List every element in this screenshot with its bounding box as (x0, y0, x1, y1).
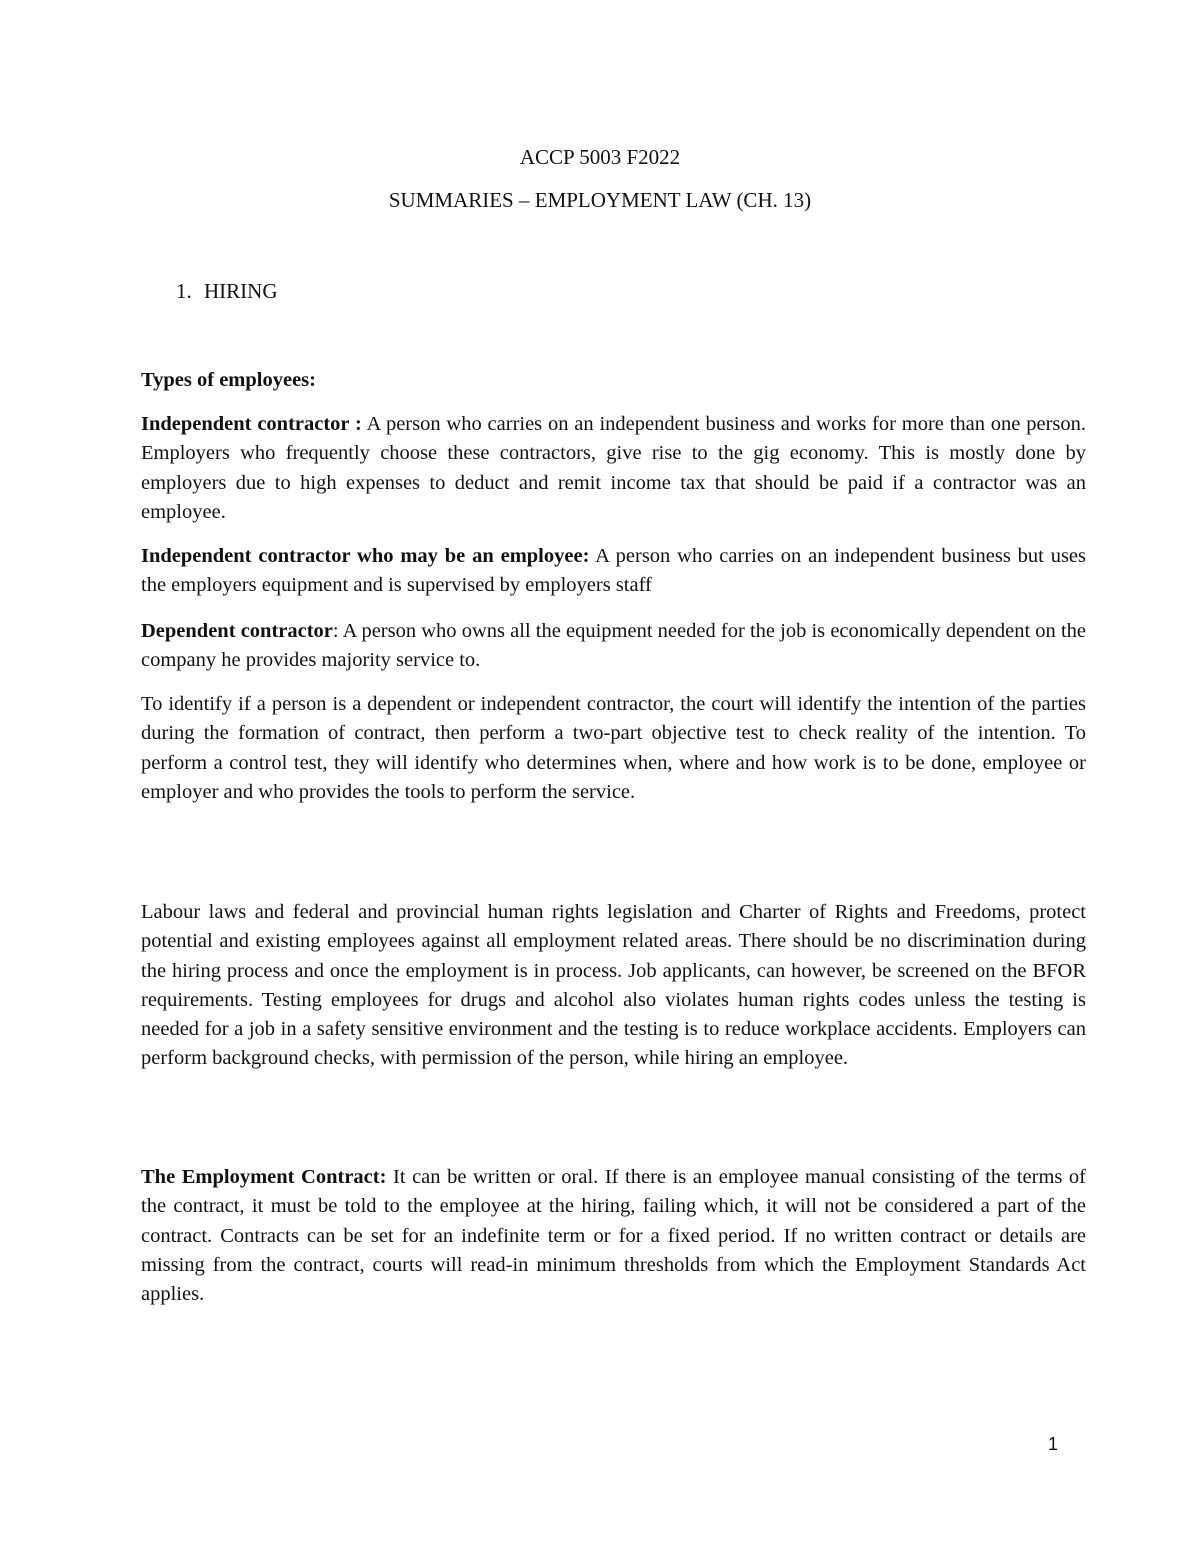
definition-employment-contract: It can be written or oral. If there is an employee manual consisting of the terms of the contract, it must be told to the employee at the hiring, failing which, it will not be considered a part of the contract. Contracts can be set for an indefinite term or for a fixed period. If no written contract or details are missing from the contract, courts will read-in minimum thresholds from which the Employment Standards Act applies. (141, 1166, 1086, 1306)
paragraph-labour-laws: Labour laws and federal and provincial human rights legislation and Charter of Rights and Freedoms, protect potential and existing employees against all employment related areas. There should be no discrimination during the hiring process and once the employment is in process. Job applicants, can however, be screened on the BFOR requirements. Testing employees for drugs and alcohol also violates human rights codes unless the testing is needed for a job in a safety sensitive environment and the testing is to reduce workplace accidents. Employers can perform background checks, with permission of the person, while hiring an employee. (141, 901, 1086, 1070)
paragraph-independent-contractor (141, 410, 1086, 527)
section-number: 1. (176, 279, 192, 303)
paragraph-independent-contractor-employee (141, 542, 1086, 601)
definition-independent-contractor: A person who carries on an independent business and works for more than one person. Employers who frequently choose these contractors, give rise to the gig economy. This is mostly done by employers due to high expenses to deduct and remit income tax that should be paid if a contractor was an employee. (141, 413, 1086, 523)
page-number: 1 (1048, 1434, 1059, 1454)
term-independent-contractor-employee: Independent contractor who may be an employee: (141, 545, 590, 567)
definition-dependent-contractor: : A person who owns all the equipment needed for the job is economically dependent on the company he provides majority service to. (141, 620, 1087, 672)
document-title: ACCP 5003 F2022 (519, 145, 681, 169)
paragraph-employment-contract (141, 1163, 1086, 1309)
paragraph-identify-contractor: To identify if a person is a dependent or independent contractor, the court will identify the intention of the parties during the formation of contract, then perform a two-part objective test to check reality of the intention. To perform a control test, they will identify who determines when, where and how work is to be done, employee or employer and who provides the tools to perform the service. (141, 693, 1086, 803)
document-subtitle: SUMMARIES – EMPLOYMENT LAW (CH. 13) (388, 188, 812, 212)
section-heading-hiring (176, 279, 278, 304)
section-title: HIRING (204, 279, 278, 303)
term-dependent-contractor: Dependent contractor (141, 620, 333, 642)
paragraph-dependent-contractor (141, 617, 1086, 676)
term-independent-contractor: Independent contractor : (141, 413, 362, 435)
types-of-employees-heading: Types of employees: (141, 369, 316, 391)
definition-independent-contractor-employee: A person who carries on an independent business but uses the employers equipment and is supervised by employers staff (141, 545, 1087, 597)
term-employment-contract: The Employment Contract: (141, 1166, 387, 1188)
